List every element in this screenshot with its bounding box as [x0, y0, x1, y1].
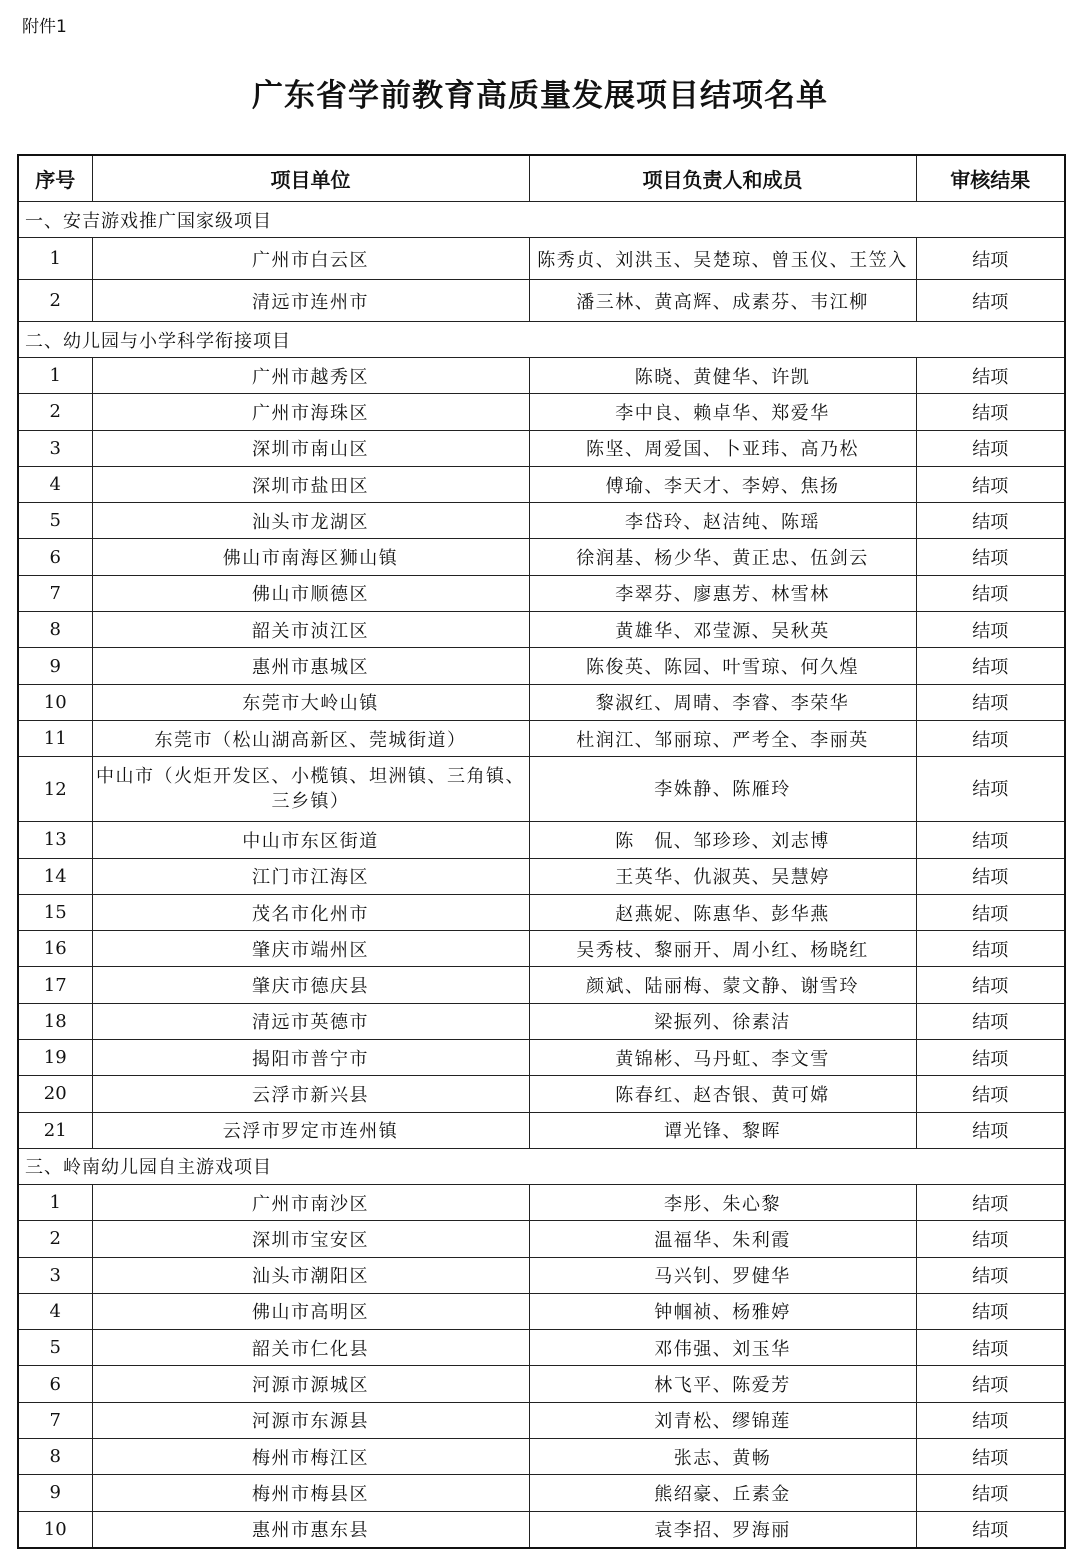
cell-members: 马兴钊、罗健华	[529, 1257, 916, 1293]
cell-no: 6	[18, 539, 92, 575]
cell-result: 结项	[916, 430, 1065, 466]
cell-unit: 揭阳市普宁市	[92, 1040, 529, 1076]
cell-unit: 深圳市宝安区	[92, 1221, 529, 1257]
cell-no: 2	[18, 280, 92, 322]
cell-unit: 江门市江海区	[92, 858, 529, 894]
cell-no: 1	[18, 238, 92, 280]
section-row	[18, 202, 1065, 238]
cell-unit: 佛山市高明区	[92, 1293, 529, 1329]
table-row	[18, 1475, 1065, 1511]
cell-no: 3	[18, 1257, 92, 1293]
table-row	[18, 1402, 1065, 1438]
cell-members: 颜斌、陆丽梅、蒙文静、谢雪玲	[529, 967, 916, 1003]
cell-result: 结项	[916, 1402, 1065, 1438]
cell-no: 9	[18, 1475, 92, 1511]
cell-unit: 肇庆市德庆县	[92, 967, 529, 1003]
cell-unit: 东莞市大岭山镇	[92, 684, 529, 720]
cell-members: 黎淑红、周晴、李睿、李荣华	[529, 684, 916, 720]
cell-no: 20	[18, 1076, 92, 1112]
cell-unit: 清远市连州市	[92, 280, 529, 322]
cell-members: 吴秀枝、黎丽开、周小红、杨晓红	[529, 931, 916, 967]
cell-result: 结项	[916, 648, 1065, 684]
header-result: 审核结果	[916, 155, 1065, 202]
cell-members: 林飞平、陈爱芳	[529, 1366, 916, 1402]
cell-members: 李中良、赖卓华、郑爱华	[529, 394, 916, 430]
cell-members: 傅瑜、李天才、李婷、焦扬	[529, 466, 916, 502]
cell-result: 结项	[916, 1221, 1065, 1257]
cell-no: 7	[18, 575, 92, 611]
cell-unit: 深圳市南山区	[92, 430, 529, 466]
cell-no: 10	[18, 1511, 92, 1548]
cell-no: 10	[18, 684, 92, 720]
header-unit: 项目单位	[92, 155, 529, 202]
cell-members: 温福华、朱利霞	[529, 1221, 916, 1257]
cell-unit: 茂名市化州市	[92, 894, 529, 930]
cell-no: 11	[18, 720, 92, 756]
table-row	[18, 1257, 1065, 1293]
table-row	[18, 1040, 1065, 1076]
cell-unit: 河源市东源县	[92, 1402, 529, 1438]
section-row	[18, 1148, 1065, 1184]
cell-result: 结项	[916, 967, 1065, 1003]
cell-result: 结项	[916, 466, 1065, 502]
table-row	[18, 1293, 1065, 1329]
table-row	[18, 503, 1065, 539]
header-no: 序号	[18, 155, 92, 202]
cell-members: 袁李招、罗海丽	[529, 1511, 916, 1548]
cell-result: 结项	[916, 1475, 1065, 1511]
cell-members: 陈春红、赵杏银、黄可嫦	[529, 1076, 916, 1112]
cell-no: 6	[18, 1366, 92, 1402]
cell-unit: 广州市白云区	[92, 238, 529, 280]
cell-result: 结项	[916, 757, 1065, 822]
cell-no: 21	[18, 1112, 92, 1148]
cell-unit: 清远市英德市	[92, 1003, 529, 1039]
table-row	[18, 858, 1065, 894]
cell-result: 结项	[916, 575, 1065, 611]
table-row	[18, 1366, 1065, 1402]
project-table	[17, 154, 1066, 1549]
cell-no: 4	[18, 1293, 92, 1329]
table-row	[18, 1330, 1065, 1366]
table-row	[18, 757, 1065, 822]
table-row	[18, 539, 1065, 575]
cell-members: 徐润基、杨少华、黄正忠、伍剑云	[529, 539, 916, 575]
cell-unit: 广州市海珠区	[92, 394, 529, 430]
cell-result: 结项	[916, 612, 1065, 648]
cell-members: 陈 侃、邹珍珍、刘志博	[529, 822, 916, 858]
cell-members: 潘三林、黄高辉、成素芬、韦江柳	[529, 280, 916, 322]
cell-unit: 韶关市浈江区	[92, 612, 529, 648]
cell-no: 12	[18, 757, 92, 822]
cell-result: 结项	[916, 1257, 1065, 1293]
cell-members: 黄雄华、邓莹源、吴秋英	[529, 612, 916, 648]
cell-unit: 广州市南沙区	[92, 1184, 529, 1220]
cell-unit: 惠州市惠东县	[92, 1511, 529, 1548]
cell-result: 结项	[916, 1040, 1065, 1076]
cell-result: 结项	[916, 720, 1065, 756]
section-title: 一、安吉游戏推广国家级项目	[18, 202, 1065, 238]
cell-members: 刘青松、缪锦莲	[529, 1402, 916, 1438]
table-row	[18, 466, 1065, 502]
cell-members: 张志、黄畅	[529, 1439, 916, 1475]
table-row	[18, 1076, 1065, 1112]
cell-members: 梁振列、徐素洁	[529, 1003, 916, 1039]
table-row	[18, 931, 1065, 967]
cell-result: 结项	[916, 539, 1065, 575]
cell-no: 19	[18, 1040, 92, 1076]
cell-no: 1	[18, 1184, 92, 1220]
table-row	[18, 575, 1065, 611]
cell-result: 结项	[916, 1330, 1065, 1366]
cell-result: 结项	[916, 1003, 1065, 1039]
cell-members: 王英华、仇淑英、吴慧婷	[529, 858, 916, 894]
cell-unit: 梅州市梅县区	[92, 1475, 529, 1511]
table-row	[18, 1511, 1065, 1548]
cell-no: 3	[18, 430, 92, 466]
cell-members: 黄锦彬、马丹虹、李文雪	[529, 1040, 916, 1076]
table-row	[18, 822, 1065, 858]
cell-unit: 东莞市（松山湖高新区、莞城街道）	[92, 720, 529, 756]
cell-result: 结项	[916, 1439, 1065, 1475]
cell-result: 结项	[916, 238, 1065, 280]
cell-result: 结项	[916, 1511, 1065, 1548]
cell-unit: 汕头市龙湖区	[92, 503, 529, 539]
cell-unit: 深圳市盐田区	[92, 466, 529, 502]
cell-no: 8	[18, 1439, 92, 1475]
cell-members: 李岱玲、赵洁纯、陈瑶	[529, 503, 916, 539]
cell-members: 陈秀贞、刘洪玉、吴楚琼、曾玉仪、王笠入	[529, 238, 916, 280]
cell-members: 陈坚、周爱国、卜亚玮、高乃松	[529, 430, 916, 466]
cell-unit: 梅州市梅江区	[92, 1439, 529, 1475]
cell-no: 9	[18, 648, 92, 684]
cell-members: 李翠芬、廖惠芳、林雪林	[529, 575, 916, 611]
section-row	[18, 322, 1065, 358]
cell-no: 13	[18, 822, 92, 858]
table-body	[18, 202, 1065, 1548]
cell-members: 钟帼祯、杨雅婷	[529, 1293, 916, 1329]
cell-members: 陈俊英、陈园、叶雪琼、何久煌	[529, 648, 916, 684]
cell-unit: 云浮市罗定市连州镇	[92, 1112, 529, 1148]
cell-members: 谭光锋、黎晖	[529, 1112, 916, 1148]
table-row	[18, 648, 1065, 684]
cell-unit: 汕头市潮阳区	[92, 1257, 529, 1293]
cell-members: 邓伟强、刘玉华	[529, 1330, 916, 1366]
table-row	[18, 612, 1065, 648]
table-row	[18, 280, 1065, 322]
cell-unit: 佛山市顺德区	[92, 575, 529, 611]
table-row	[18, 1221, 1065, 1257]
table-row	[18, 1439, 1065, 1475]
cell-no: 17	[18, 967, 92, 1003]
cell-unit: 惠州市惠城区	[92, 648, 529, 684]
cell-result: 结项	[916, 1184, 1065, 1220]
cell-unit: 肇庆市端州区	[92, 931, 529, 967]
cell-result: 结项	[916, 931, 1065, 967]
cell-unit: 佛山市南海区狮山镇	[92, 539, 529, 575]
table-row	[18, 1003, 1065, 1039]
cell-unit: 中山市东区街道	[92, 822, 529, 858]
cell-unit: 中山市（火炬开发区、小榄镇、坦洲镇、三角镇、三乡镇）	[92, 757, 529, 822]
cell-no: 18	[18, 1003, 92, 1039]
cell-result: 结项	[916, 280, 1065, 322]
table-row	[18, 430, 1065, 466]
cell-no: 4	[18, 466, 92, 502]
cell-no: 7	[18, 1402, 92, 1438]
cell-no: 16	[18, 931, 92, 967]
cell-no: 5	[18, 503, 92, 539]
cell-members: 熊绍豪、丘素金	[529, 1475, 916, 1511]
table-row	[18, 394, 1065, 430]
cell-unit: 广州市越秀区	[92, 358, 529, 394]
document-title: 广东省学前教育高质量发展项目结项名单	[252, 78, 828, 114]
section-title: 二、幼儿园与小学科学衔接项目	[18, 322, 1065, 358]
section-title: 三、岭南幼儿园自主游戏项目	[18, 1148, 1065, 1184]
cell-no: 8	[18, 612, 92, 648]
cell-members: 李彤、朱心黎	[529, 1184, 916, 1220]
cell-result: 结项	[916, 822, 1065, 858]
table-row	[18, 1112, 1065, 1148]
cell-no: 5	[18, 1330, 92, 1366]
table-row	[18, 238, 1065, 280]
cell-result: 结项	[916, 1293, 1065, 1329]
cell-no: 15	[18, 894, 92, 930]
cell-unit: 韶关市仁化县	[92, 1330, 529, 1366]
table-row	[18, 967, 1065, 1003]
table-header-row	[18, 155, 1065, 202]
cell-result: 结项	[916, 894, 1065, 930]
cell-no: 14	[18, 858, 92, 894]
cell-result: 结项	[916, 394, 1065, 430]
table-row	[18, 894, 1065, 930]
table-row	[18, 684, 1065, 720]
cell-members: 陈晓、黄健华、许凯	[529, 358, 916, 394]
cell-members: 杜润江、邹丽琼、严考全、李丽英	[529, 720, 916, 756]
cell-result: 结项	[916, 1366, 1065, 1402]
cell-members: 李姝静、陈雁玲	[529, 757, 916, 822]
header-members: 项目负责人和成员	[529, 155, 916, 202]
cell-no: 2	[18, 394, 92, 430]
cell-result: 结项	[916, 1076, 1065, 1112]
table-row	[18, 358, 1065, 394]
cell-unit: 云浮市新兴县	[92, 1076, 529, 1112]
cell-no: 2	[18, 1221, 92, 1257]
cell-result: 结项	[916, 1112, 1065, 1148]
cell-result: 结项	[916, 503, 1065, 539]
cell-members: 赵燕妮、陈惠华、彭华燕	[529, 894, 916, 930]
cell-result: 结项	[916, 358, 1065, 394]
attachment-label: 附件1	[22, 17, 67, 37]
cell-result: 结项	[916, 858, 1065, 894]
cell-unit: 河源市源城区	[92, 1366, 529, 1402]
table-row	[18, 1184, 1065, 1220]
cell-no: 1	[18, 358, 92, 394]
table-row	[18, 720, 1065, 756]
cell-result: 结项	[916, 684, 1065, 720]
